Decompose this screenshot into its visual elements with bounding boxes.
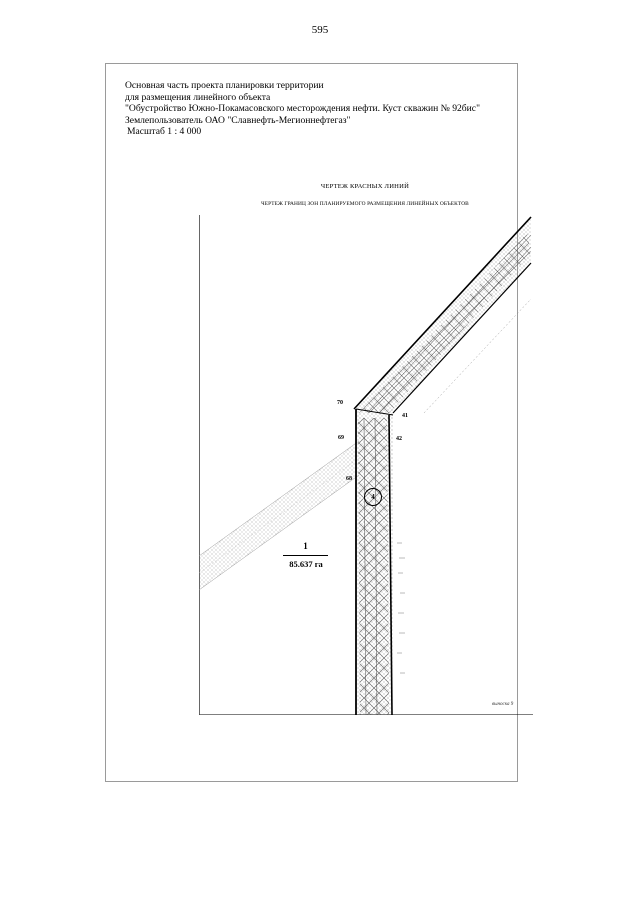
upper-corridor	[354, 217, 531, 413]
drawing-title-red-lines: ЧЕРТЕЖ КРАСНЫХ ЛИНИЙ	[320, 183, 410, 190]
point-label-41: 41	[402, 413, 408, 419]
point-label-70: 70	[337, 400, 343, 406]
document-header	[125, 80, 480, 138]
header-line-1: Основная часть проекта планировки территории	[125, 80, 324, 91]
header-line-4: Землепользователь ОАО "Славнефть-Мегионнефтегаз"	[125, 114, 351, 126]
header-line-2: для размещения линейного объекта	[125, 91, 271, 103]
page-number: 595	[311, 24, 329, 36]
vertical-corridor	[356, 409, 393, 715]
callout-note: выноска 9	[492, 702, 514, 707]
area-value: 85.637 га	[289, 559, 323, 569]
point-label-42: 42	[396, 436, 402, 442]
header-scale: Масштаб 1 : 4 000	[127, 126, 202, 138]
plan-drawing	[199, 213, 533, 715]
circled-section-number: 4	[364, 488, 382, 506]
header-line-3: "Обустройство Южно-Покамасовского месторождения нефти. Куст скважин № 92бис"	[125, 103, 480, 115]
drawing-title-zones: ЧЕРТЕЖ ГРАНИЦ ЗОН ПЛАНИРУЕМОГО РАЗМЕЩЕНИЯ ЛИНЕЙНЫХ ОБЪЕКТОВ	[261, 201, 469, 207]
point-label-69: 69	[338, 435, 344, 441]
edge-ticks	[397, 543, 405, 673]
point-label-68: 68	[346, 476, 352, 482]
area-divider	[283, 555, 328, 556]
area-number: 1	[303, 541, 308, 551]
